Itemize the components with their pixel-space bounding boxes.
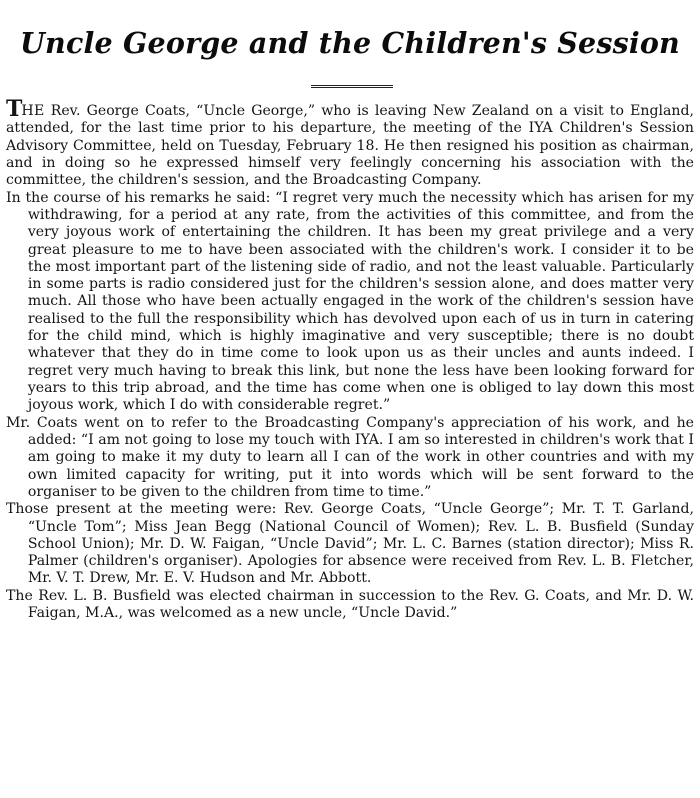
paragraph-5: The Rev. L. B. Busfield was elected chairman in succession to the Rev. G. Coats, and Mr. D. W. Faigan, M.A., was welcomed as a new uncle, “Uncle David.” bbox=[6, 587, 694, 622]
paragraph-3: Mr. Coats went on to refer to the Broadcasting Company's appreciation of his work, and he added: “I am not going to lose my touch with IYA. I am so interested in children's work that I am going to make it my duty to learn all I can of the work in other countries and with my own limited capacity for writing, put it into words which will be sent forward to the organiser to be given to the children from time to time.” bbox=[6, 414, 694, 500]
paragraph-4: Those present at the meeting were: Rev. George Coats, “Uncle George”; Mr. T. T. Garland, “Uncle Tom”; Miss Jean Begg (National Council of Women); Rev. L. B. Busfield (Sunday School Union); Mr. D. W. Faigan, “Uncle David”; Mr. L. C. Barnes (station director); Miss R. Palmer (children's organiser). Apologies for absence were received from Rev. L. B. Fletcher, Mr. V. T. Drew, Mr. E. V. Hudson and Mr. Abbott. bbox=[6, 501, 694, 587]
drop-cap: T bbox=[6, 96, 22, 122]
paragraph-2: In the course of his remarks he said: “I regret very much the necessity which has arisen for my withdrawing, for a period at any rate, from the activities of this committee, and from the very joyous work of entertaining the children. It has been my great privilege and a very great pleasure to me to have been associated with the children's work. I consider it to be the most important part of the listening side of radio, and not the least valuable. Particularly in some parts is radio considered just for the children's session alone, and does matter very much. All those who have been actually engaged in the work of the children's session have realised to the full the responsibility which has devolved upon each of us in turn in catering for the child mind, which is highly imaginative and very susceptible; there is no doubt whatever that they do in time come to look upon us as their uncles and aunts indeed. I regret very much having to break this link, but none the less have been looking forward for years to this trip abroad, and the time has come when one is obliged to lay down this most joyous work, which I do with considerable regret.” bbox=[6, 189, 694, 414]
lead-letters: HE bbox=[21, 103, 45, 119]
article-body bbox=[6, 96, 694, 622]
article-title: Uncle George and the Children's Session bbox=[20, 26, 680, 60]
title-rule bbox=[311, 85, 393, 88]
paragraph-text: Rev. George Coats, “Uncle George,” who is leaving New Zealand on a visit to England, attended, for the last time prior to his departure, the meeting of the IYA Children's Session Advisory Committee, held on Tuesday, February 18. He then resigned his position as chairman, and in doing so he expressed himself very feelingly concerning his association with the committee, the children's session, and the Broadcasting Company. bbox=[6, 103, 694, 189]
paragraph-1 bbox=[6, 96, 694, 190]
